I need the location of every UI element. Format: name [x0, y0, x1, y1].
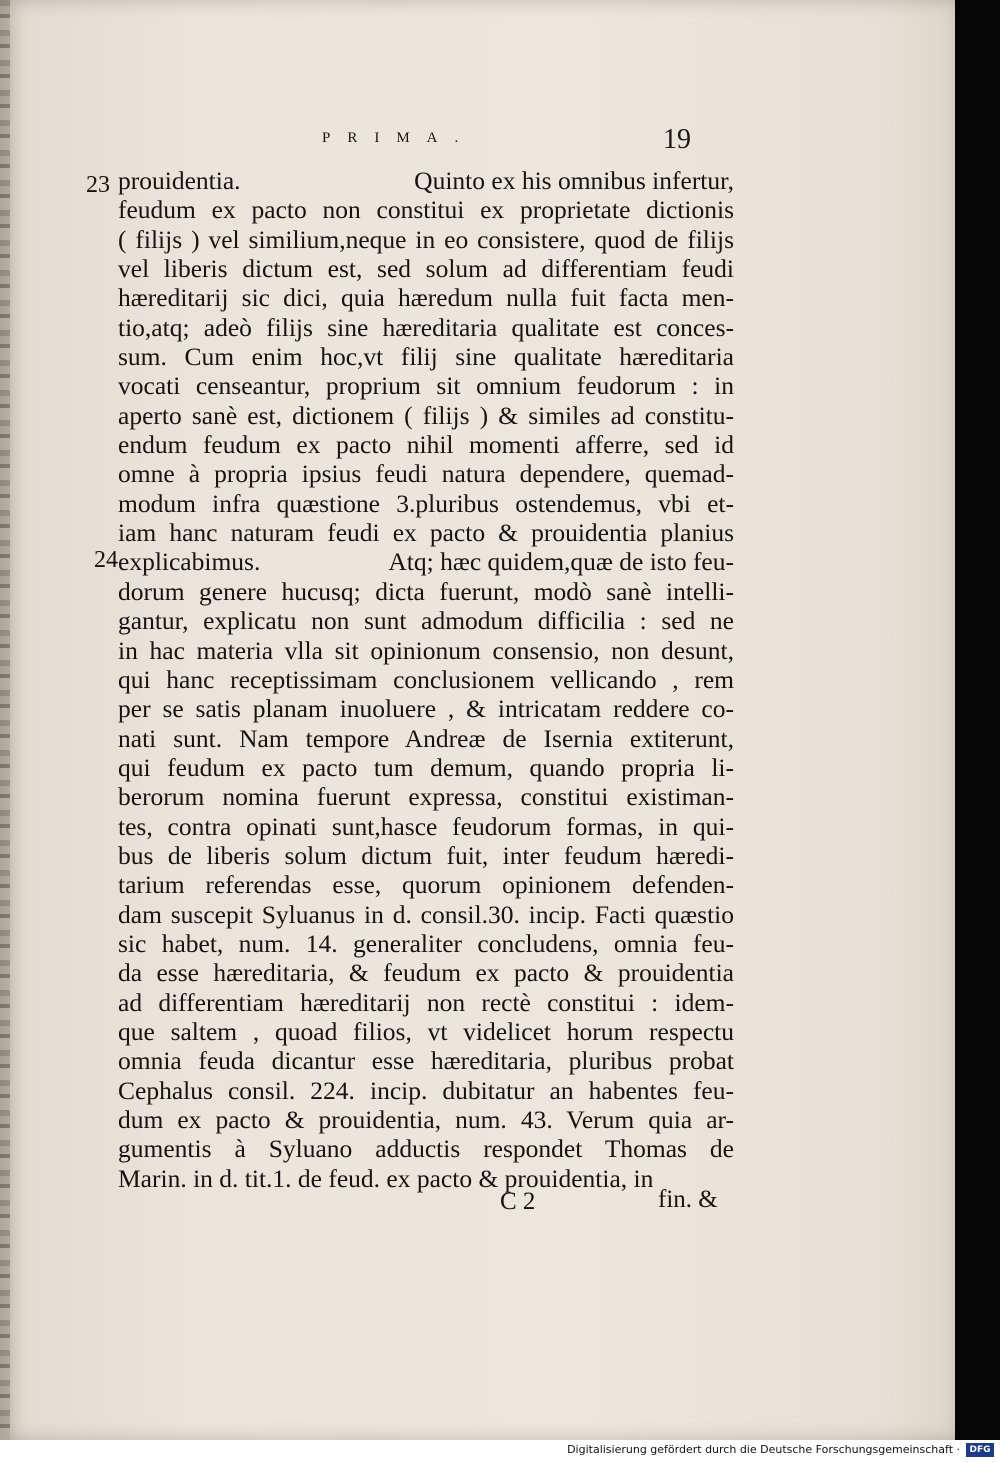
- text-segment: per se satis planam inuoluere , & intricatam reddere co-: [118, 694, 734, 724]
- body-text: [118, 166, 734, 1193]
- text-line: [118, 459, 734, 488]
- text-segment: nati sunt. Nam tempore Andreæ de Isernia extiterunt,: [118, 723, 734, 753]
- text-segment: qui hanc receptissimam conclusionem vellicando , rem: [118, 664, 734, 694]
- text-segment: ad differentiam hæreditarij non rectè constitui : idem-: [118, 987, 734, 1017]
- text-segment: que saltem , quoad filios, vt videlicet horum respectu: [118, 1016, 734, 1046]
- catchword: fin. &: [658, 1186, 718, 1213]
- text-line: [118, 929, 734, 958]
- text-segment: Cephalus consil. 224. incip. dubitatur an habentes feu-: [118, 1075, 734, 1105]
- text-segment: prouidentia.: [118, 166, 241, 195]
- text-line: [118, 636, 734, 665]
- text-line: [118, 283, 734, 312]
- text-segment: in hac materia vlla sit opinionum consensio, non desunt,: [118, 635, 734, 665]
- margin-number-24: 24: [94, 547, 118, 573]
- signature-mark: C 2: [500, 1188, 536, 1215]
- text-line: [118, 371, 734, 400]
- text-line: [118, 195, 734, 224]
- text-segment: Quinto ex his omnibus infertur,: [414, 166, 734, 195]
- text-segment: omne à propria ipsius feudi natura dependere, quemad-: [118, 459, 734, 489]
- text-line: [118, 812, 734, 841]
- text-line: [118, 1076, 734, 1105]
- text-segment: bus de liberis solum dictum fuit, inter feudum hæredi-: [118, 840, 734, 870]
- dfg-logo-icon: DFG: [966, 1443, 994, 1457]
- text-segment: modum infra quæstione 3.pluribus ostendemus, vbi et-: [118, 488, 734, 518]
- text-line: [118, 401, 734, 430]
- funding-credit: Digitalisierung gefördert durch die Deutsche Forschungsgemeinschaft ·: [567, 1443, 960, 1456]
- text-segment: aperto sanè est, dictionem ( filijs ) & similes ad constitu-: [118, 400, 734, 430]
- text-line: [118, 489, 734, 518]
- text-segment: dorum genere hucusq; dicta fuerunt, modò sanè intelli-: [118, 576, 734, 606]
- text-line: [118, 430, 734, 459]
- text-segment: sic habet, num. 14. generaliter concludens, omnia feu-: [118, 928, 734, 958]
- text-segment: dam suscepit Syluanus in d. consil.30. incip. Facti quæstio: [118, 899, 734, 929]
- text-segment: tio,atq; adeò filijs sine hæreditaria qualitate est conces-: [118, 312, 734, 342]
- text-line: [118, 225, 734, 254]
- text-segment: endum feudum ex pacto nihil momenti afferre, sed id: [118, 430, 734, 460]
- text-line: [118, 1046, 734, 1075]
- text-line: [118, 724, 734, 753]
- text-segment: gantur, explicatu non sunt admodum difficilia : sed ne: [118, 606, 734, 636]
- text-line: [118, 958, 734, 987]
- text-segment: omnia feuda dicantur esse hæreditaria, pluribus probat: [118, 1046, 734, 1076]
- text-segment: Atq; hæc quidem,quæ de isto feu-: [388, 547, 734, 577]
- text-segment: da esse hæreditaria, & feudum ex pacto & prouidentia: [118, 958, 734, 988]
- text-segment: iam hanc naturam feudi ex pacto & prouidentia planius: [118, 518, 734, 548]
- text-line: [118, 342, 734, 371]
- text-line: [118, 577, 734, 606]
- footer-bar: [0, 1440, 1000, 1462]
- text-segment: ( filijs ) vel similium,neque in eo consistere, quod de filijs: [118, 224, 734, 254]
- text-segment: tes, contra opinati sunt,hasce feudorum formas, in qui-: [118, 811, 734, 841]
- text-line: [118, 1164, 734, 1193]
- running-head: PRIMA.: [322, 130, 476, 146]
- text-line: [118, 870, 734, 899]
- text-segment: vocati censeantur, proprium sit omnium feudorum : in: [118, 371, 734, 401]
- text-segment: hæreditarij sic dici, quia hæredum nulla fuit facta men-: [118, 283, 734, 313]
- text-segment: explicabimus.: [118, 547, 261, 577]
- text-segment: gumentis à Syluano adductis respondet Thomas de: [118, 1134, 734, 1164]
- text-line: [118, 547, 734, 576]
- text-line: [118, 1017, 734, 1046]
- text-line: [118, 782, 734, 811]
- text-line: [118, 1134, 734, 1163]
- text-segment: feudum ex pacto non constitui ex proprietate dictionis: [118, 195, 734, 225]
- text-segment: berorum nomina fuerunt expressa, constitui existiman-: [118, 782, 734, 812]
- text-segment: qui feudum ex pacto tum demum, quando propria li-: [118, 752, 734, 782]
- text-line: [118, 254, 734, 283]
- text-segment: tarium referendas esse, quorum opinionem defenden-: [118, 870, 734, 900]
- text-line: [118, 606, 734, 635]
- text-line: [118, 988, 734, 1017]
- text-segment: sum. Cum enim hoc,vt filij sine qualitate hæreditaria: [118, 342, 734, 372]
- text-line: [118, 753, 734, 782]
- text-segment: vel liberis dictum est, sed solum ad differentiam feudi: [118, 254, 734, 284]
- text-line: [118, 665, 734, 694]
- text-line: [118, 841, 734, 870]
- text-line: [118, 166, 734, 195]
- text-segment: dum ex pacto & prouidentia, num. 43. Verum quia ar-: [118, 1105, 734, 1134]
- text-line: [118, 313, 734, 342]
- text-line: [118, 900, 734, 929]
- margin-number-23: 23: [86, 172, 110, 198]
- text-line: [118, 694, 734, 723]
- text-line: [118, 1105, 734, 1134]
- text-segment: Marin. in d. tit.1. de feud. ex pacto & prouidentia, in: [118, 1163, 654, 1193]
- page-number: 19: [663, 124, 691, 155]
- text-line: [118, 518, 734, 547]
